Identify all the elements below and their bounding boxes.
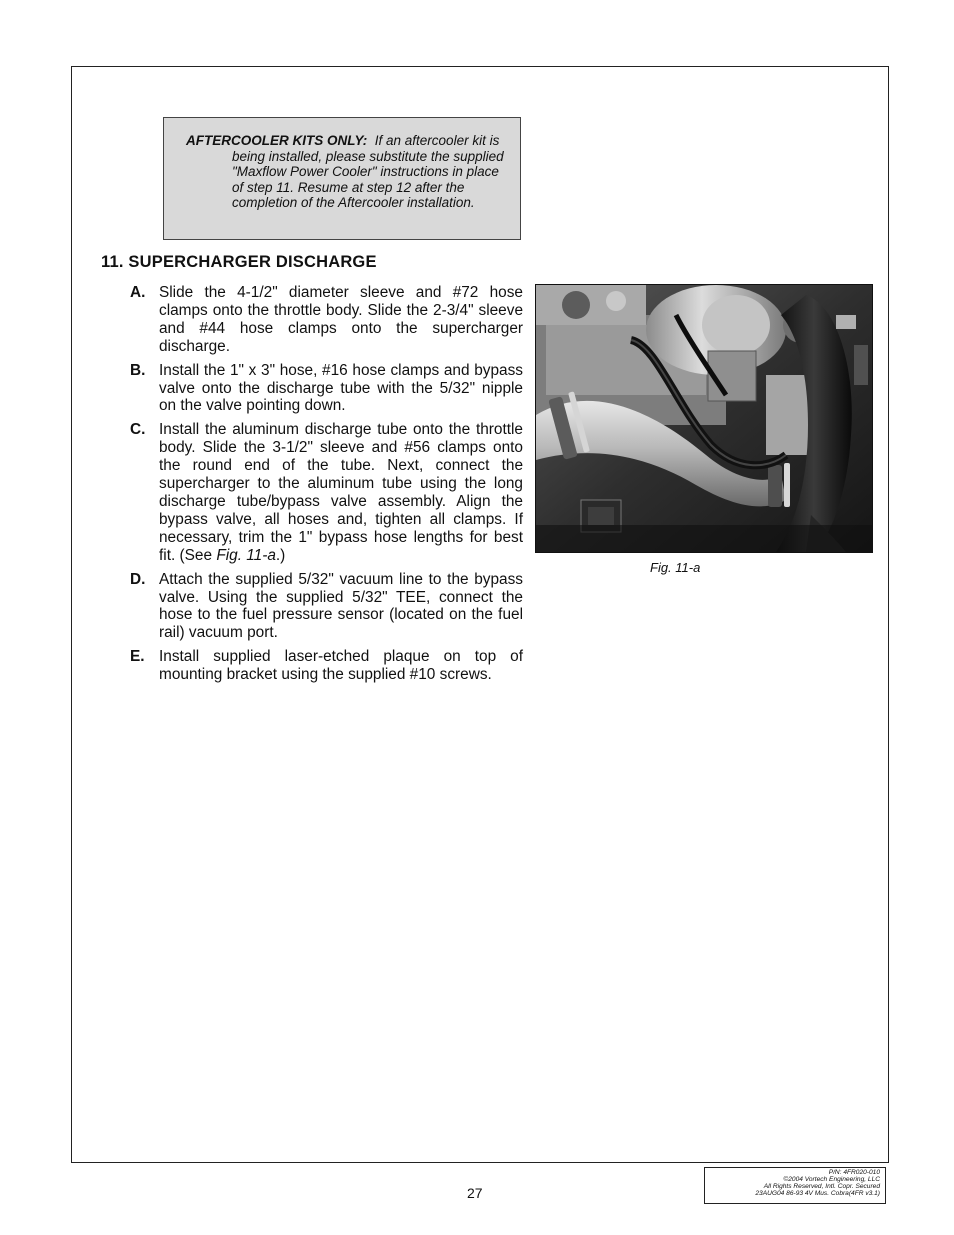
step-b [130, 362, 523, 416]
step-letter: A. [130, 284, 146, 301]
note-first-line [186, 133, 499, 148]
step-letter: B. [130, 361, 146, 379]
part-number: P/N: 4FR020-010 [828, 1169, 880, 1176]
step-a [130, 284, 523, 356]
step-text: Install the 1" x 3" hose, #16 hose clamps and bypass valve onto the discharge tube with the 5/32" nipple on the valve pointing down. [159, 361, 523, 415]
step-list [130, 284, 523, 690]
figure-caption: Fig. 11-a [650, 560, 701, 575]
page-number: 27 [467, 1185, 483, 1201]
revision-info: 23AUG04 86-93 4V Mus. Cobra(4FR v3.1) [755, 1189, 880, 1197]
note-text [186, 133, 504, 211]
note-line1-rest: If an aftercooler kit is [374, 133, 500, 148]
step-text: Install the aluminum discharge tube onto the throttle body. Slide the 3-1/2" sleeve and #56 clamps onto the round end of the tube. Next, connect the supercharger to the aluminum tube using the long discharge tube/bypass valve assembly. Align the bypass valve, all hoses and, tighten all clamps. If necessary, trim the 1" bypass hose lengths for best fit. (See [159, 421, 523, 564]
figure-reference: Fig. 11-a [216, 546, 276, 564]
document-info-box [704, 1167, 886, 1204]
rights-notice: All Rights Reserved, Intl. Copr. Secured [763, 1182, 880, 1190]
note-lead: AFTERCOOLER KITS ONLY: [186, 133, 368, 148]
step-e [130, 648, 523, 684]
step-text: Attach the supplied 5/32" vacuum line to the bypass valve. Using the supplied 5/32" TEE, connect the hose to the fuel pressure sensor (located on the fuel rail) vacuum port. [159, 570, 523, 642]
step-letter: C. [130, 421, 146, 439]
copyright: ©2004 Vortech Engineering, LLC [783, 1175, 880, 1183]
aftercooler-note [163, 117, 521, 240]
section-title: 11. SUPERCHARGER DISCHARGE [101, 253, 377, 271]
step-text: Install supplied laser-etched plaque on top of mounting bracket using the supplied #10 screws. [159, 648, 523, 684]
step-text-end: .) [275, 546, 286, 564]
step-d [130, 571, 523, 643]
step-letter: D. [130, 570, 146, 588]
step-text: Slide the 4-1/2" diameter sleeve and #72 hose clamps onto the throttle body. Slide the 2-3/4" sleeve and #44 hose clamps onto the supercharger discharge. [159, 284, 523, 355]
engine-photo-illustration [536, 285, 872, 552]
step-c [130, 421, 523, 564]
step-letter: E. [130, 648, 145, 666]
engine-photo [535, 284, 873, 553]
note-rest: being installed, please substitute the supplied "Maxflow Power Cooler" instructions in place of step 11. Resume at step 12 after the completion of the Aftercooler installation. [232, 148, 504, 211]
